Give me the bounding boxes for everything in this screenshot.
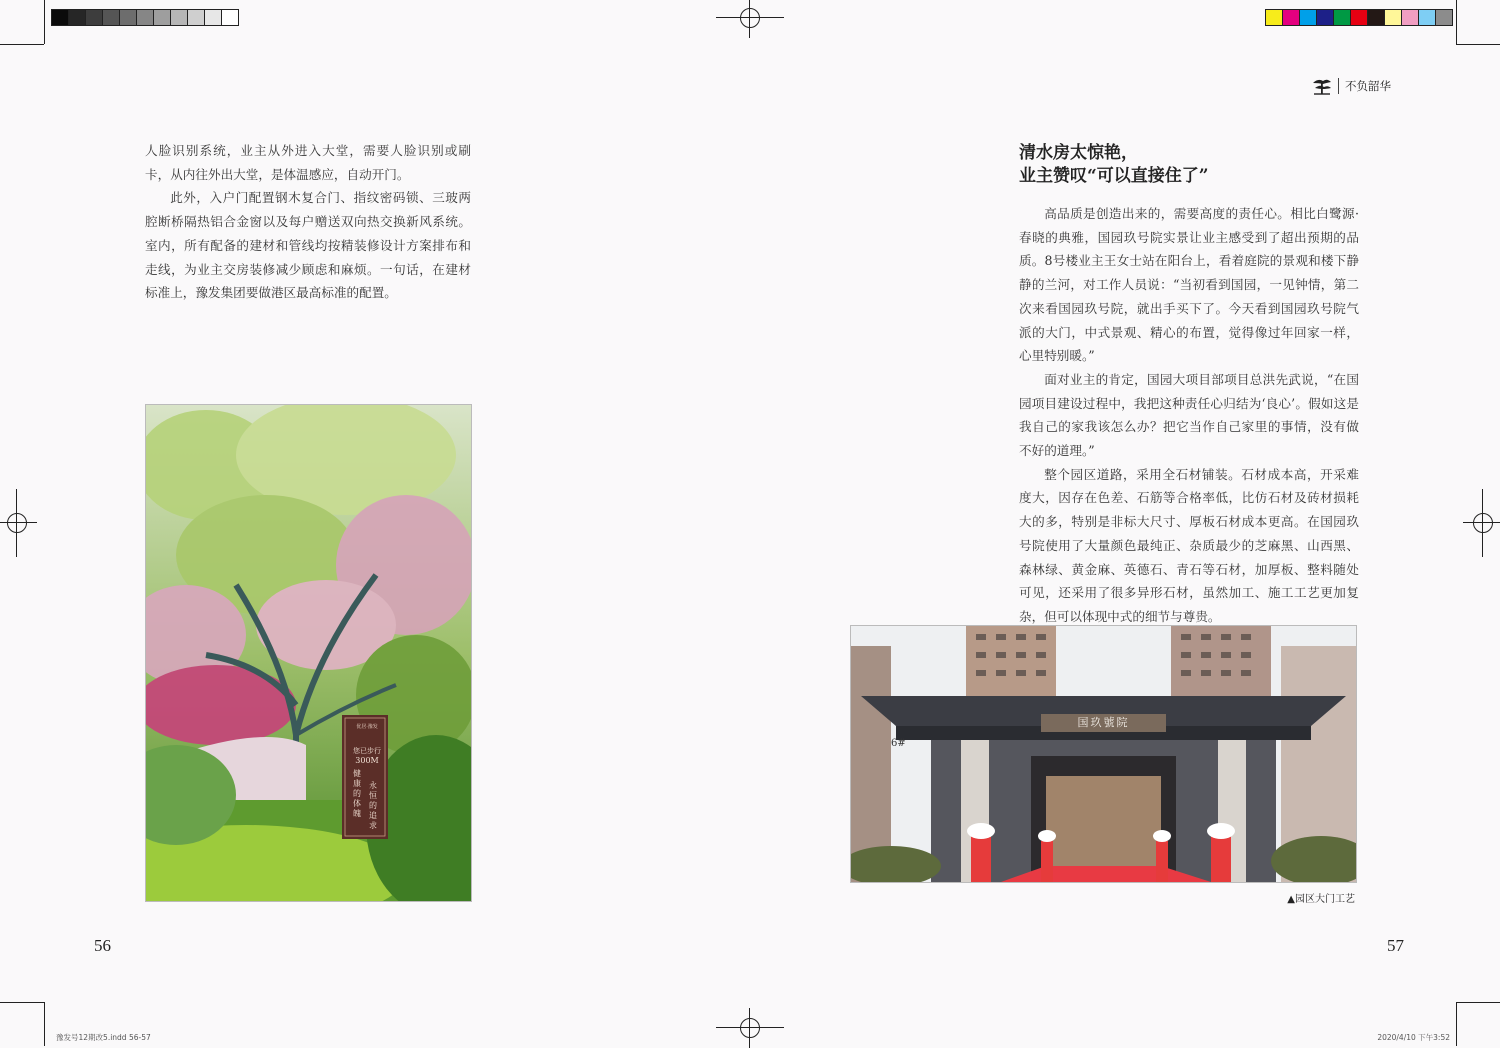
- gray-swatch: [69, 10, 86, 25]
- garden-photo: [145, 404, 472, 902]
- headline-line-2: 业主赞叹“可以直接住了”: [1019, 166, 1209, 186]
- color-swatch: [1385, 10, 1402, 25]
- sign-distance-text: 300M: [355, 756, 379, 765]
- gray-swatch: [154, 10, 171, 25]
- color-swatch: [1300, 10, 1317, 25]
- photo-caption: ▲园区大门工艺: [1287, 894, 1355, 905]
- gray-swatch: [171, 10, 188, 25]
- gray-swatch: [86, 10, 103, 25]
- right-text-column: [1019, 202, 1359, 629]
- right-paragraph-2: 面对业主的肯定，国园大项目部项目总洪先武说，“在国园项目建设过程中，我把这种责任心归结为‘良心’。假如这是我自己的家我该怎么办？把它当作自己家里的事情，没有做不好的道理。”: [1019, 371, 1359, 459]
- right-paragraph-1: 高品质是创造出来的，需要高度的责任心。相比白鹭源·春晓的典雅，国园玖号院实景让业主感受到了超出预期的品质。8号楼业主王女士站在阳台上，看着庭院的景观和楼下静静的兰河，对工作人员说：“当初看到国园，一见钟情，第二次来看国园玖号院，就出手买下了。今天看到国园玖号院气派的大门，中式景观、精心的布置，觉得像过年回家一样，心里特别暖。”: [1019, 206, 1359, 364]
- gray-swatch: [52, 10, 69, 25]
- color-swatch: [1419, 10, 1436, 25]
- registration-mark-left: [0, 489, 37, 557]
- slug-date-info: 2020/4/10 下午3:52: [1377, 1033, 1450, 1042]
- right-paragraph-3: 整个园区道路，采用全石材铺装。石材成本高，开采难度大，因存在色差、石筋等合格率低，比仿石材及砖材损耗大的多，特别是非标大尺寸、厚板石材成本更高。在国园玖号院使用了大量颜色最纯正、杂质最少的芝麻黑、山西黑、森林绿、黄金麻、英德石、青石等石材，加厚板、整料随处可见，还采用了很多异形石材，虽然加工、施工工艺更加复杂，但可以体现中式的细节与尊贵。: [1019, 466, 1359, 624]
- gray-swatch: [120, 10, 137, 25]
- right-page-number: 57: [1387, 936, 1404, 955]
- grayscale-bar: [51, 9, 239, 26]
- registration-mark-bottom: [716, 1008, 784, 1048]
- color-bar: [1265, 9, 1453, 26]
- color-swatch: [1368, 10, 1385, 25]
- color-swatch: [1402, 10, 1419, 25]
- left-page-number: 56: [94, 936, 111, 955]
- headline-line-1: 清水房太惊艳，: [1019, 143, 1138, 163]
- gray-swatch: [205, 10, 222, 25]
- right-headline: [1019, 142, 1359, 188]
- sign-column-right: 永恒的追求: [369, 781, 377, 830]
- gray-swatch: [103, 10, 120, 25]
- left-text-column: [145, 139, 471, 305]
- gate-photo: [850, 625, 1357, 883]
- sign-top-text: 优居·豫发: [356, 724, 378, 730]
- gray-swatch: [137, 10, 154, 25]
- pine-tree-icon: [1312, 77, 1332, 95]
- brand-divider: [1338, 78, 1339, 94]
- color-swatch: [1334, 10, 1351, 25]
- color-swatch: [1317, 10, 1334, 25]
- slug-file-info: 豫发号12期改5.indd 56-57: [56, 1033, 151, 1042]
- brand-label: 不负韶华: [1345, 79, 1391, 93]
- gate-sign-text: 国玖號院: [1077, 716, 1130, 729]
- left-paragraph-1: 人脸识别系统，业主从外进入大堂，需要人脸识别或刷卡，从内往外出大堂，是体温感应，自动开门。: [145, 143, 471, 182]
- gray-swatch: [222, 10, 238, 25]
- registration-mark-top: [716, 0, 784, 38]
- sign-column-left: 健康的体魄: [353, 769, 361, 818]
- building-number-text: 6#: [891, 738, 906, 749]
- color-swatch: [1266, 10, 1283, 25]
- brand-header: [1312, 76, 1391, 96]
- left-paragraph-2: 此外，入户门配置钢木复合门、指纹密码锁、三玻两腔断桥隔热铝合金窗以及每户赠送双向热交换新风系统。室内，所有配备的建材和管线均按精装修设计方案排布和走线，为业主交房装修减少顾虑和麻烦。一句话，在建材标准上，豫发集团要做港区最高标准的配置。: [145, 190, 471, 301]
- sign-walked-text: 您已步行: [353, 747, 381, 755]
- registration-mark-right: [1463, 489, 1500, 557]
- gray-swatch: [188, 10, 205, 25]
- color-swatch: [1283, 10, 1300, 25]
- color-swatch: [1351, 10, 1368, 25]
- color-swatch: [1436, 10, 1452, 25]
